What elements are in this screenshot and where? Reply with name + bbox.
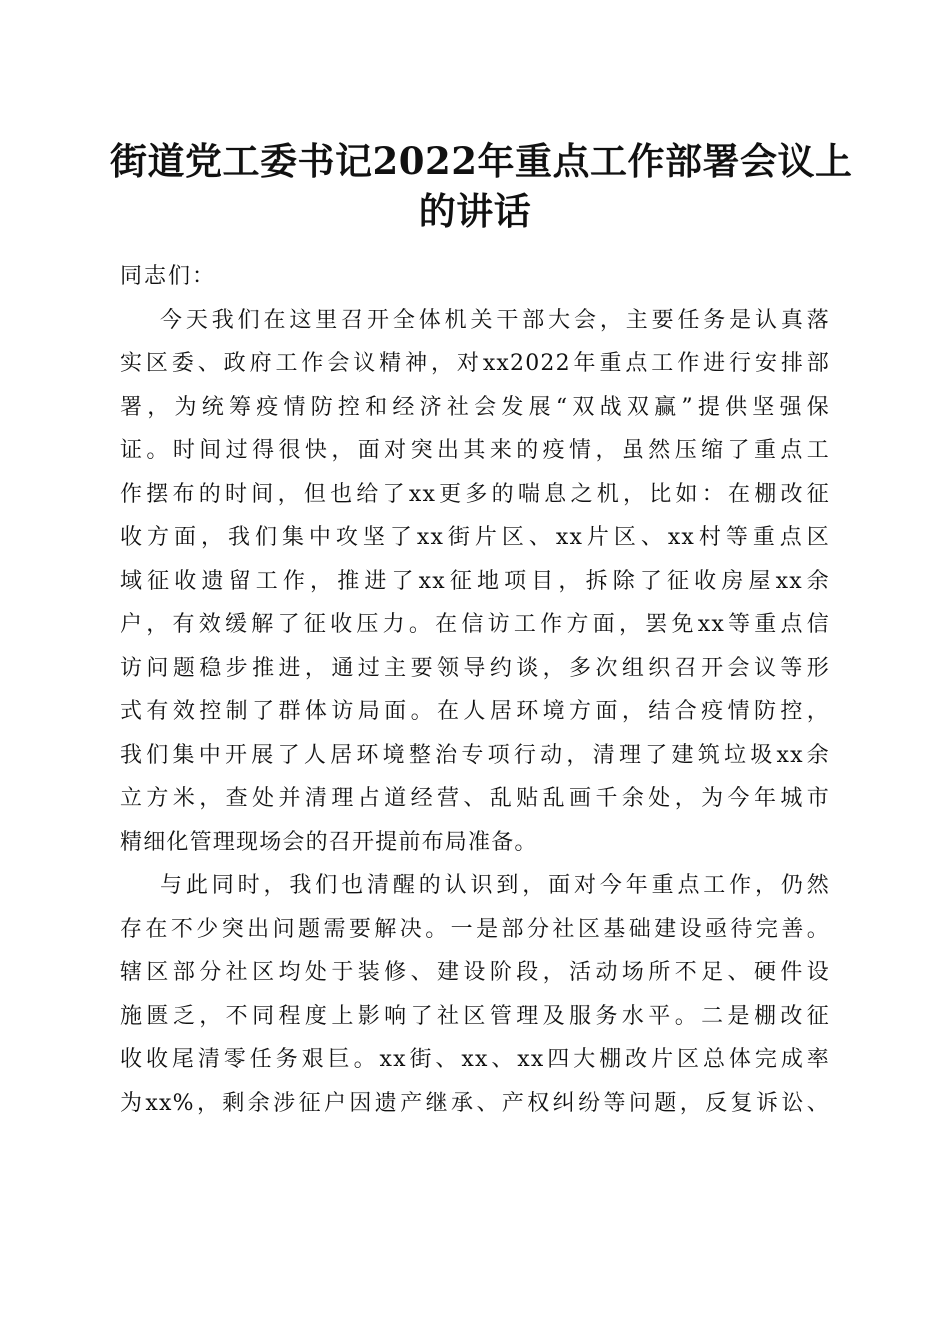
paragraph-line: 收方面，我们集中攻坚了xx街片区、xx片区、xx村等重点区	[120, 525, 830, 550]
paragraph-line: 实区委、政府工作会议精神，对xx2022年重点工作进行安排部	[120, 351, 830, 376]
paragraph-1	[120, 299, 830, 865]
paragraph-line: 域征收遗留工作，推进了xx征地项目，拆除了征收房屋xx余	[120, 568, 830, 594]
title-line: 街道党工委书记2022年重点工作部署会议上	[110, 139, 853, 183]
paragraph-line: 户，有效缓解了征收压力。在信访工作方面，罢免xx等重点信	[120, 612, 830, 637]
title-line: 的讲话	[418, 189, 532, 233]
paragraph-line: 作摆布的时间，但也给了xx更多的喘息之机，比如：在棚改征	[120, 481, 830, 507]
paragraph-line: 收收尾清零任务艰巨。xx街、xx、xx四大棚改片区总体完成率	[120, 1047, 830, 1072]
paragraph-line: 立方米，查处并清理占道经营、乱贴乱画千余处，为今年城市	[120, 786, 830, 811]
document-body	[120, 255, 830, 1125]
paragraph-line: 证。时间过得很快，面对突出其来的疫情，虽然压缩了重点工	[120, 438, 830, 463]
paragraph-line: 今天我们在这里召开全体机关干部大会，主要任务是认真落	[160, 307, 830, 333]
paragraph-line: 精细化管理现场会的召开提前布局准备。	[120, 829, 538, 855]
paragraph-2	[120, 864, 830, 1125]
paragraph-line: 为xx%，剩余涉征户因遗产继承、产权纠纷等问题，反复诉讼、	[120, 1090, 830, 1116]
paragraph-line: 施匮乏，不同程度上影响了社区管理及服务水平。二是棚改征	[120, 1003, 830, 1029]
document-title	[110, 136, 853, 236]
paragraph-line: 存在不少突出问题需要解决。一是部分社区基础建设亟待完善。	[120, 916, 830, 942]
paragraph-line: 与此同时，我们也清醒的认识到，面对今年重点工作，仍然	[160, 873, 830, 898]
paragraph-line: 署，为统筹疫情防控和经济社会发展“双战双赢”提供坚强保	[120, 394, 830, 420]
paragraph-line: 式有效控制了群体访局面。在人居环境方面，结合疫情防控，	[120, 699, 830, 724]
paragraph-line: 访问题稳步推进，通过主要领导约谈，多次组织召开会议等形	[120, 655, 830, 681]
salutation: 同志们：	[120, 264, 217, 289]
paragraph-line: 我们集中开展了人居环境整治专项行动，清理了建筑垃圾xx余	[120, 742, 830, 768]
paragraph-line: 辖区部分社区均处于装修、建设阶段，活动场所不足、硬件设	[120, 960, 830, 985]
